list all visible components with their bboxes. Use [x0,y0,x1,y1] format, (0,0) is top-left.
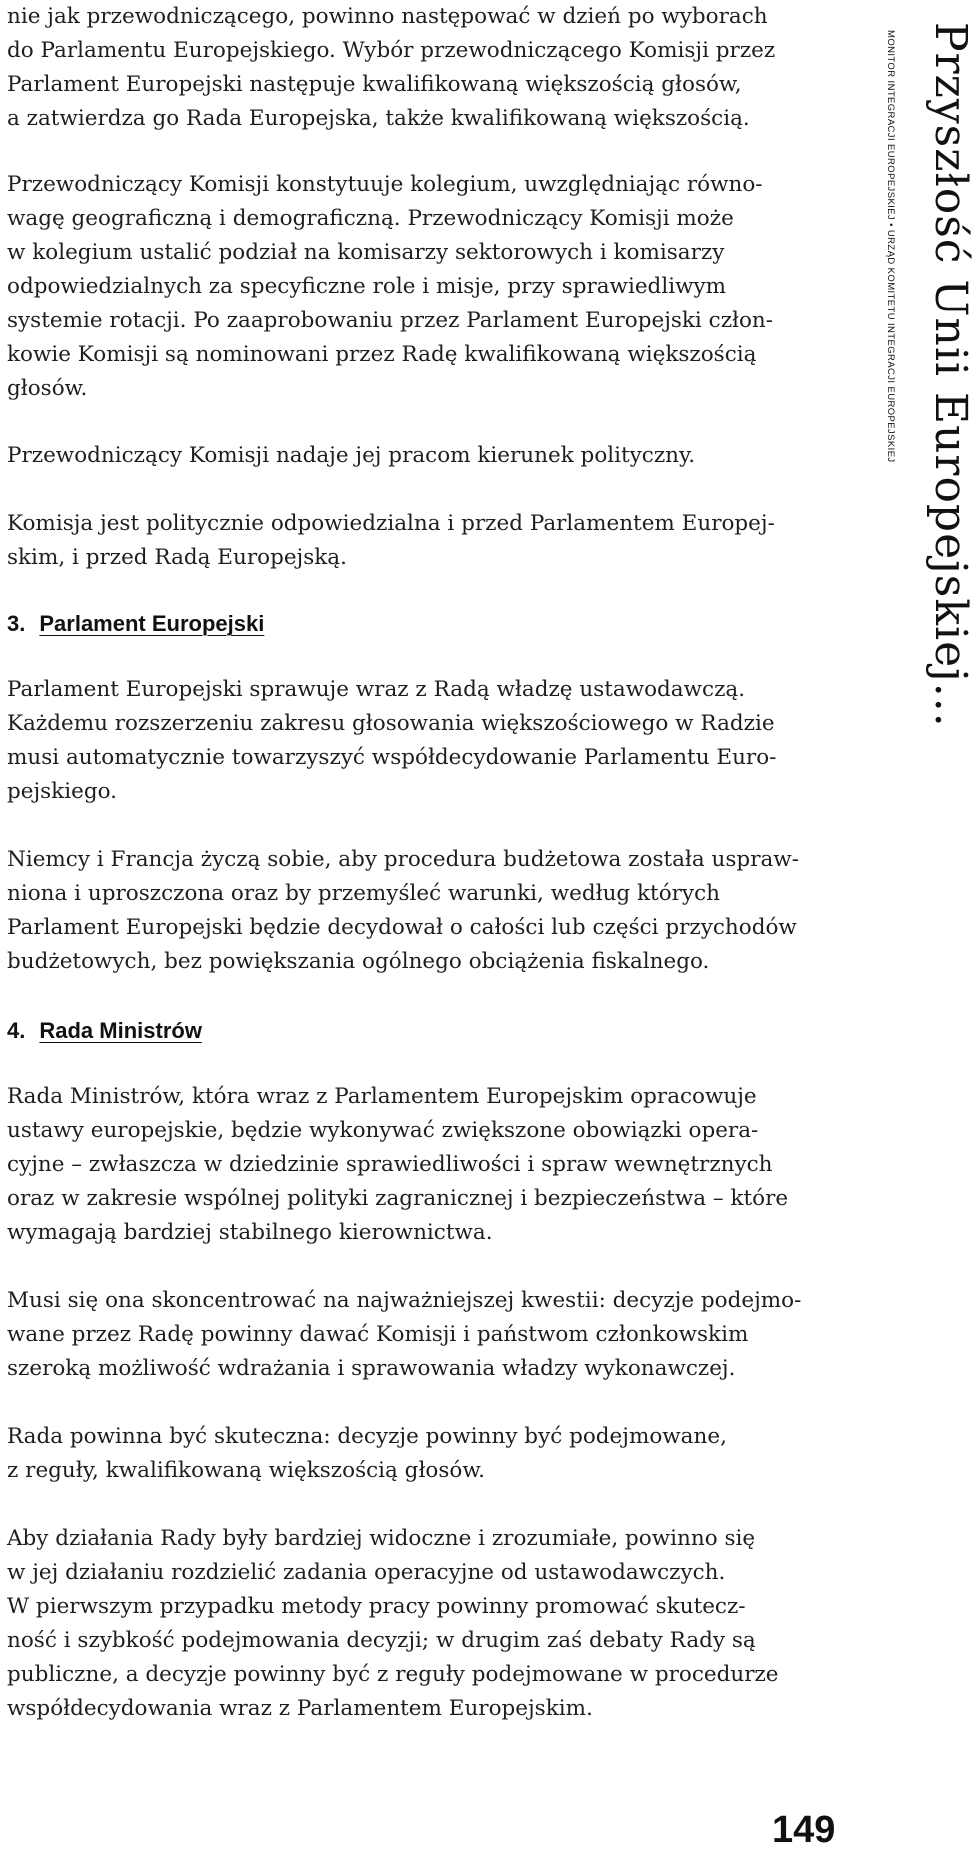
paragraph-budget-procedure: Niemcy i Francja życzą sobie, aby procedura budżetowa została uspraw- niona i uproszczona oraz by przemyśleć warunki, według których Parlament Europejski będzie decydował o całości lub części przychodów budżetowych, bez powiększania ogólnego obciążenia fiskalnego. [7,847,799,974]
paragraph-council-transparency: Aby działania Rady były bardziej widoczne i zrozumiałe, powinno się w jej działaniu rozdzielić zadania operacyjne od ustawodawczych. W pierwszym przypadku metody pracy powinny promować skutecz- ność i szybkość podejmowania decyzji; w drugim zaś debaty Rady są publiczne, a decyzje powinny być z reguły podejmowane w procedurze współdecydowania wraz z Parlamentem Europejskim. [7,1526,779,1721]
section-number: 4. [7,1018,26,1043]
paragraph-political-direction: Przewodniczący Komisji nadaje jej pracom kierunek polityczny. [7,443,696,468]
section-heading-council [7,1014,837,1048]
page-number: 149 [772,1809,836,1851]
running-header-title: Przyszłość Unii Europejskiej... [925,22,976,728]
section-number: 3. [7,611,26,636]
section-title: Parlament Europejski [39,611,265,636]
section-title: Rada Ministrów [39,1018,202,1043]
page-body [7,0,837,1726]
paragraph-council-operational-duties: Rada Ministrów, która wraz z Parlamentem Europejskim opracowuje ustawy europejskie, będzie wykonywać zwiększone obowiązki opera- cyjne – zwłaszcza w dziedzinie sprawiedliwości i spraw wewnętrznych oraz w zakresie wspólnej polityki zagranicznej i bezpieczeństwa – które wymagają bardziej stabilnego kierownictwa. [7,1084,789,1245]
running-header [852,0,976,900]
running-header-subtitle: MONITOR INTEGRACJI EUROPEJSKIEJ • URZĄD KOMITETU INTEGRACJI EUROPEJSKIEJ [885,30,896,463]
section-heading-parliament [7,607,837,641]
paragraph-parliament-legislative-power: Parlament Europejski sprawuje wraz z Radą władzę ustawodawczą. Każdemu rozszerzeniu zakresu głosowania większościowego w Radzie musi automatycznie towarzyszyć współdecydowanie Parlamentu Euro- pejskiego. [7,677,777,804]
paragraph-commission-responsibility: Komisja jest politycznie odpowiedzialna i przed Parlamentem Europej- skim, i przed Radą Europejską. [7,511,775,570]
paragraph-commission-college: Przewodniczący Komisji konstytuuje kolegium, uwzględniając równo- wagę geograficzną i demograficzną. Przewodniczący Komisji może w kolegium ustalić podział na komisarzy sektorowych i komisarzy odpowiedzialnych za specyficzne role i misje, przy sprawiedliwym systemie rotacji. Po zaaprobowaniu przez Parlament Europejski człon- kowie Komisji są nominowani przez Radę kwalifikowaną większością głosów. [7,172,774,401]
paragraph-commission-president-election: nie jak przewodniczącego, powinno następować w dzień po wyborach do Parlamentu Europejskiego. Wybór przewodniczącego Komisji przez Parlament Europejski następuje kwalifikowaną większością głosów, a zatwierdza go Rada Europejska, także kwalifikowaną większością. [7,4,776,131]
paragraph-council-effectiveness: Rada powinna być skuteczna: decyzje powinny być podejmowane, z reguły, kwalifikowaną większością głosów. [7,1424,727,1483]
paragraph-council-focus: Musi się ona skoncentrować na najważniejszej kwestii: decyzje podejmo- wane przez Radę powinny dawać Komisji i państwom członkowskim szeroką możliwość wdrażania i sprawowania władzy wykonawczej. [7,1288,802,1381]
